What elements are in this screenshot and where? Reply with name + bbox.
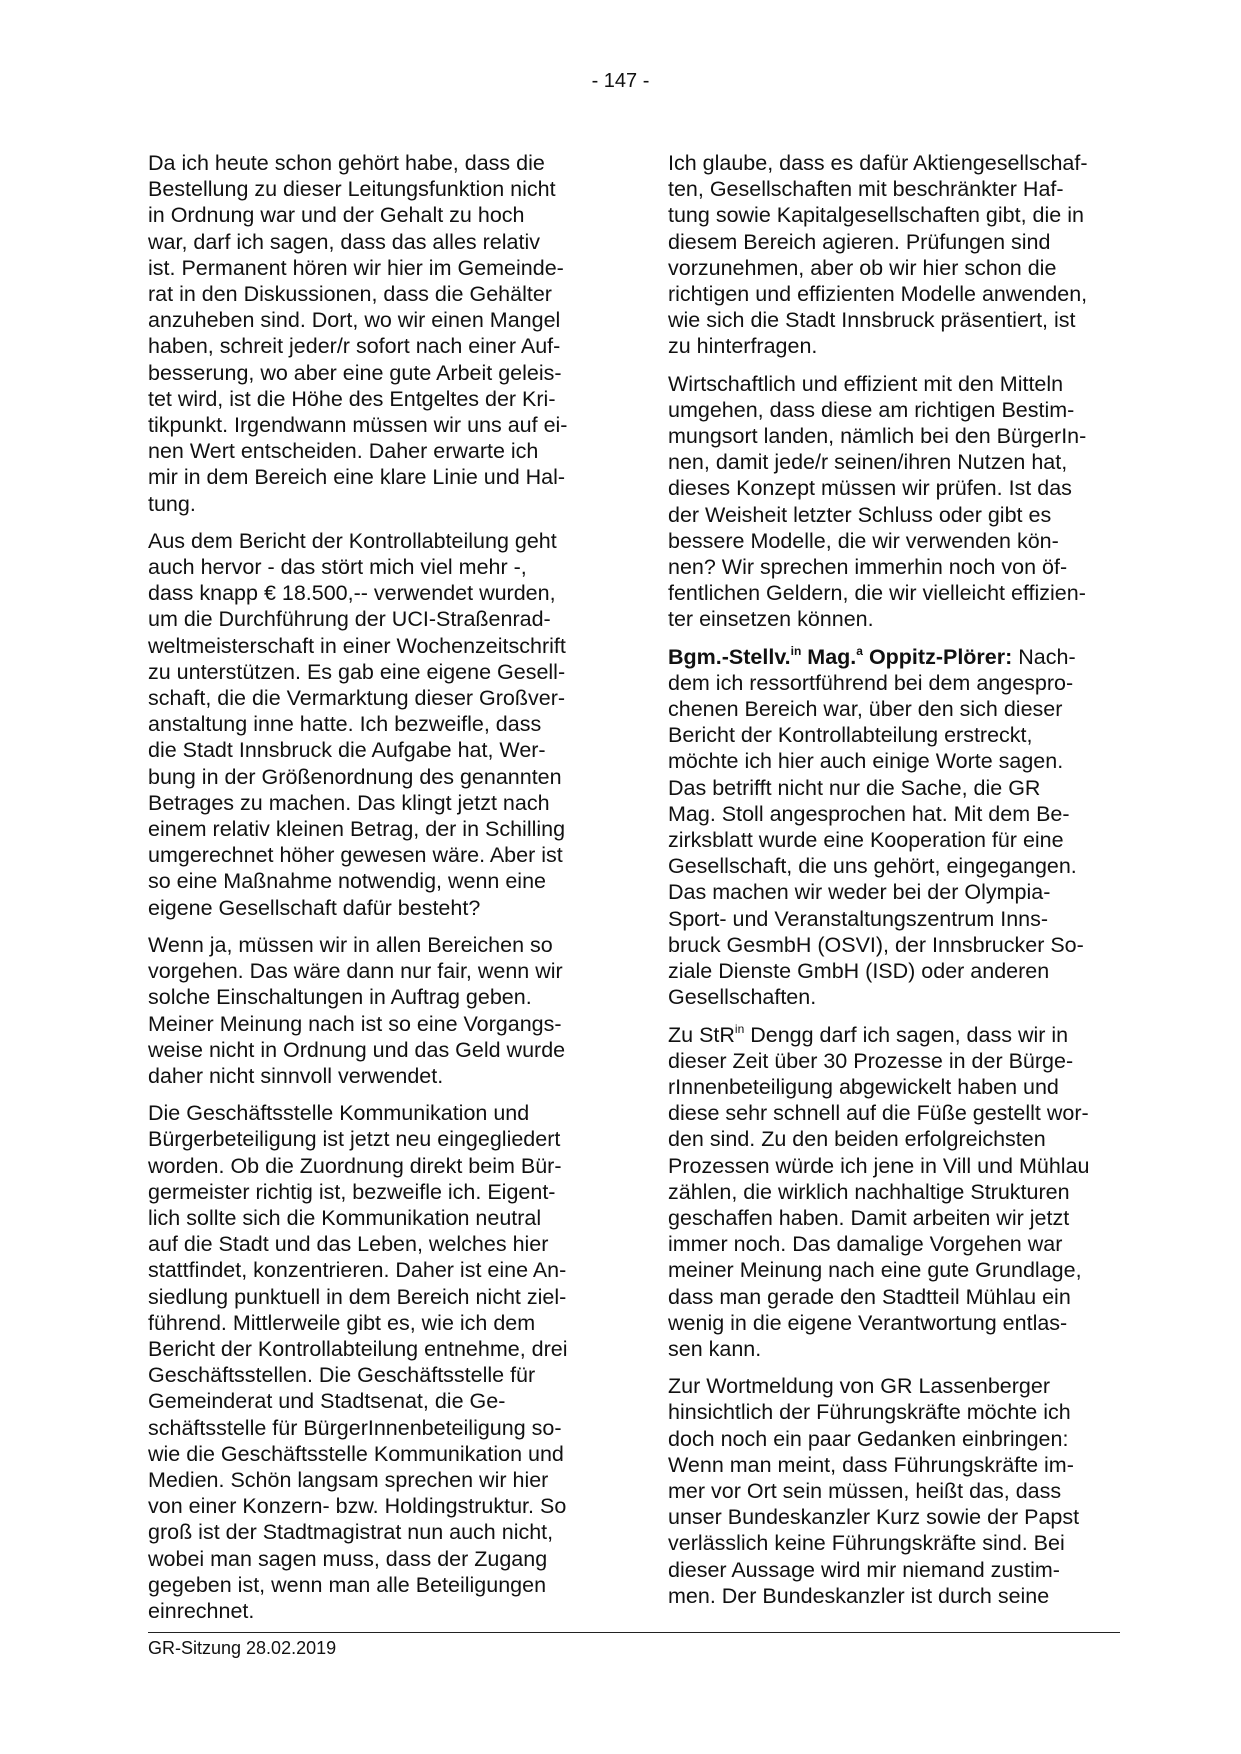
- footer-divider: [148, 1632, 1120, 1633]
- paragraph-line: rInnenbeteiligung abgewickelt haben und: [668, 1074, 1059, 1099]
- paragraph-line: den sind. Zu den beiden erfolgreichsten: [668, 1127, 1046, 1152]
- paragraph-line: ziale Dienste GmbH (ISD) oder anderen: [668, 959, 1050, 984]
- paragraph-line: Das machen wir weder bei der Olympia-: [668, 880, 1051, 905]
- paragraph-line: Mag. Stoll angesprochen hat. Mit dem Be-: [668, 801, 1070, 826]
- paragraph-line: Zur Wortmeldung von GR Lassenberger: [668, 1374, 1051, 1399]
- paragraph-line: worden. Ob die Zuordnung direkt beim Bür-: [148, 1153, 562, 1178]
- paragraph-line: Bgm.-Stellv.$^{in}$ Mag.$^a$ Oppitz-Plörer: Nach-: [668, 643, 1076, 669]
- paragraph-line: führend. Mittlerweile gibt es, wie ich dem: [148, 1310, 536, 1335]
- paragraph-line: wenig in die eigene Verantwortung entlas-: [668, 1310, 1068, 1335]
- paragraph-line: Wirtschaftlich und effizient mit den Mitteln: [668, 371, 1064, 396]
- paragraph-line: wobei man sagen muss, dass der Zugang: [148, 1546, 548, 1571]
- paragraph-line: umgerechnet höher gewesen wäre. Aber ist: [148, 843, 563, 868]
- paragraph-left-1: [148, 150, 594, 517]
- paragraph-left-3: [148, 932, 594, 1089]
- paragraph-line: besserung, wo aber eine gute Arbeit geleis-: [148, 360, 562, 385]
- paragraph-line: tung.: [148, 491, 196, 516]
- paragraph-line: Das betrifft nicht nur die Sache, die GR: [668, 775, 1041, 800]
- paragraph-right-5: [668, 1373, 1114, 1609]
- footer-session-date: GR-Sitzung 28.02.2019: [148, 1638, 337, 1658]
- paragraph-line: haben, schreit jeder/r sofort nach einer Auf-: [148, 334, 561, 359]
- paragraph-line: so eine Maßnahme notwendig, wenn eine: [148, 869, 547, 894]
- paragraph-line: vorgehen. Das wäre dann nur fair, wenn wir: [148, 959, 563, 984]
- paragraph-line: groß ist der Stadtmagistrat nun auch nicht,: [148, 1520, 554, 1545]
- paragraph-line: Wenn ja, müssen wir in allen Bereichen so: [148, 932, 553, 957]
- paragraph-line: tikpunkt. Irgendwann müssen wir uns auf ei-: [148, 413, 568, 438]
- left-column: [148, 150, 594, 1635]
- paragraph-line: Medien. Schön langsam sprechen wir hier: [148, 1467, 549, 1492]
- paragraph-line: rat in den Diskussionen, dass die Gehälter: [148, 282, 552, 307]
- paragraph-left-4: [148, 1100, 594, 1624]
- paragraph-line: ten, Gesellschaften mit beschränkter Haf-: [668, 177, 1064, 202]
- paragraph-line: zirksblatt wurde eine Kooperation für eine: [668, 828, 1064, 853]
- paragraph-line: men. Der Bundeskanzler ist durch seine: [668, 1583, 1050, 1608]
- speaker-name: Bgm.-Stellv.$^{in}$ Mag.$^a$ Oppitz-Plörer:: [668, 643, 1013, 669]
- paragraph-line: Aus dem Bericht der Kontrollabteilung geht: [148, 528, 557, 553]
- paragraph-line: dieser Aussage wird mir niemand zustim-: [668, 1557, 1060, 1582]
- page-number: - 147 -: [591, 70, 650, 92]
- paragraph-line: ist. Permanent hören wir hier im Gemeinde-: [148, 255, 564, 280]
- paragraph-line: germeister richtig ist, bezweifle ich. Eigent-: [148, 1179, 556, 1204]
- paragraph-line: nen, damit jede/r seinen/ihren Nutzen hat,: [668, 450, 1068, 475]
- paragraph-line: anzuheben sind. Dort, wo wir einen Mangel: [148, 308, 561, 333]
- paragraph-line: Meiner Meinung nach ist so eine Vorgangs-: [148, 1011, 562, 1036]
- paragraph-line: Bürgerbeteiligung ist jetzt neu eingegliedert: [148, 1127, 561, 1152]
- paragraph-line: auf die Stadt und das Leben, welches hier: [148, 1232, 549, 1257]
- paragraph-line: verlässlich keine Führungskräfte sind. Bei: [668, 1531, 1065, 1556]
- paragraph-line: siedlung punktuell in dem Bereich nicht ziel-: [148, 1284, 567, 1309]
- paragraph-line: schaft, die die Vermarktung dieser Großver-: [148, 686, 566, 711]
- paragraph-line: mer vor Ort sein müssen, heißt das, dass: [668, 1478, 1062, 1503]
- paragraph-line: hinsichtlich der Führungskräfte möchte ich: [668, 1400, 1071, 1425]
- paragraph-line: Die Geschäftsstelle Kommunikation und: [148, 1101, 530, 1126]
- paragraph-line: diesem Bereich agieren. Prüfungen sind: [668, 229, 1051, 254]
- paragraph-line: einrechnet.: [148, 1598, 255, 1623]
- paragraph-line: lich sollte sich die Kommunikation neutral: [148, 1205, 542, 1230]
- paragraph-line: Gesellschaften.: [668, 985, 817, 1010]
- paragraph-line: weise nicht in Ordnung und das Geld wurde: [148, 1037, 566, 1062]
- paragraph-line: dieser Zeit über 30 Prozesse in der Bürge-: [668, 1048, 1074, 1073]
- paragraph-line: chenen Bereich war, über den sich dieser: [668, 697, 1063, 722]
- paragraph-line: Bericht der Kontrollabteilung entnehme, drei: [148, 1336, 568, 1361]
- paragraph-line: bruck GesmbH (OSVI), der Innsbrucker So-: [668, 932, 1084, 957]
- paragraph-line: dem ich ressortführend bei dem angespro-: [668, 670, 1074, 695]
- paragraph-line: dass knapp € 18.500,-- verwendet wurden,: [148, 581, 556, 606]
- paragraph-line: Prozessen würde ich jene in Vill und Mühlau: [668, 1153, 1090, 1178]
- paragraph-line: zählen, die wirklich nachhaltige Strukturen: [668, 1179, 1070, 1204]
- paragraph-line: umgehen, dass diese am richtigen Bestim-: [668, 397, 1075, 422]
- paragraph-right-1: [668, 150, 1114, 360]
- paragraph-left-2: [148, 528, 594, 921]
- paragraph-line: wie die Geschäftsstelle Kommunikation und: [148, 1441, 564, 1466]
- paragraph-line: auch hervor - das stört mich viel mehr -,: [148, 555, 527, 580]
- paragraph-line: wie sich die Stadt Innsbruck präsentiert, ist: [668, 308, 1076, 333]
- paragraph-line: Bestellung zu dieser Leitungsfunktion nicht: [148, 177, 556, 202]
- paragraph-line: dass man gerade den Stadtteil Mühlau ein: [668, 1284, 1071, 1309]
- right-column: [668, 150, 1114, 1620]
- paragraph-right-3: [668, 644, 1114, 1011]
- paragraph-line: Ich glaube, dass es dafür Aktiengesellschaf-: [668, 151, 1088, 175]
- paragraph-line: Zu StR$^{in}$ Dengg darf ich sagen, dass wir in: [668, 1021, 1069, 1047]
- paragraph-line: mir in dem Bereich eine klare Linie und Hal-: [148, 465, 566, 490]
- paragraph-line: nen Wert entscheiden. Daher erwarte ich: [148, 439, 539, 464]
- paragraph-line: möchte ich hier auch einige Worte sagen.: [668, 749, 1064, 774]
- paragraph-line: Sport- und Veranstaltungszentrum Inns-: [668, 906, 1049, 931]
- paragraph-line: Geschäftsstellen. Die Geschäftsstelle für: [148, 1363, 536, 1388]
- paragraph-line: vorzunehmen, aber ob wir hier schon die: [668, 255, 1057, 280]
- paragraph-line: bung in der Größenordnung des genannten: [148, 764, 562, 789]
- paragraph-right-4: [668, 1022, 1114, 1363]
- paragraph-line: eigene Gesellschaft dafür besteht?: [148, 895, 481, 920]
- paragraph-line: immer noch. Das damalige Vorgehen war: [668, 1232, 1063, 1257]
- paragraph-line: nen? Wir sprechen immerhin noch von öf-: [668, 555, 1068, 580]
- paragraph-line: fentlichen Geldern, die wir vielleicht effizien-: [668, 581, 1086, 606]
- paragraph-line: war, darf ich sagen, dass das alles relativ: [148, 229, 540, 254]
- paragraph-line: daher nicht sinnvoll verwendet.: [148, 1063, 444, 1088]
- paragraph-line: Bericht der Kontrollabteilung erstreckt,: [668, 723, 1033, 748]
- paragraph-line: von einer Konzern- bzw. Holdingstruktur. So: [148, 1494, 567, 1519]
- paragraph-line: zu hinterfragen.: [668, 334, 818, 359]
- paragraph-line: doch noch ein paar Gedanken einbringen:: [668, 1426, 1069, 1451]
- paragraph-line: schäftsstelle für BürgerInnenbeteiligung so-: [148, 1415, 562, 1440]
- paragraph-line: zu unterstützen. Es gab eine eigene Gesell-: [148, 659, 566, 684]
- paragraph-line: ter einsetzen können.: [668, 607, 874, 632]
- paragraph-line: um die Durchführung der UCI-Straßenrad-: [148, 607, 551, 632]
- paragraph-line: dieses Konzept müssen wir prüfen. Ist das: [668, 476, 1072, 501]
- paragraph-line: die Stadt Innsbruck die Aufgabe hat, Wer-: [148, 738, 546, 763]
- paragraph-line: stattfindet, konzentrieren. Daher ist eine An-: [148, 1258, 567, 1283]
- paragraph-line: meiner Meinung nach eine gute Grundlage,: [668, 1258, 1082, 1283]
- paragraph-line: unser Bundeskanzler Kurz sowie der Papst: [668, 1505, 1080, 1530]
- paragraph-line: sen kann.: [668, 1336, 762, 1361]
- paragraph-line: richtigen und effizienten Modelle anwenden,: [668, 282, 1088, 307]
- paragraph-line: anstaltung inne hatte. Ich bezweifle, dass: [148, 712, 542, 737]
- paragraph-line: solche Einschaltungen in Auftrag geben.: [148, 985, 532, 1010]
- paragraph-line: Gesellschaft, die uns gehört, eingegangen.: [668, 854, 1077, 879]
- paragraph-line: diese sehr schnell auf die Füße gestellt wor-: [668, 1101, 1089, 1126]
- paragraph-line: einem relativ kleinen Betrag, der in Schilling: [148, 817, 566, 842]
- paragraph-right-2: [668, 371, 1114, 633]
- paragraph-line: Betrages zu machen. Das klingt jetzt nach: [148, 790, 550, 815]
- paragraph-line: mungsort landen, nämlich bei den BürgerIn-: [668, 424, 1087, 449]
- paragraph-line: tung sowie Kapitalgesellschaften gibt, die in: [668, 203, 1084, 228]
- paragraph-line: Da ich heute schon gehört habe, dass die: [148, 151, 545, 175]
- paragraph-line: gegeben ist, wenn man alle Beteiligungen: [148, 1572, 547, 1597]
- paragraph-line: der Weisheit letzter Schluss oder gibt es: [668, 502, 1052, 527]
- paragraph-line: bessere Modelle, die wir verwenden kön-: [668, 528, 1059, 553]
- paragraph-line: in Ordnung war und der Gehalt zu hoch: [148, 203, 525, 228]
- paragraph-line: Wenn man meint, dass Führungskräfte im-: [668, 1452, 1074, 1477]
- paragraph-line: Gemeinderat und Stadtsenat, die Ge-: [148, 1389, 506, 1414]
- paragraph-line: weltmeisterschaft in einer Wochenzeitschrift: [148, 633, 566, 658]
- paragraph-line: geschaffen haben. Damit arbeiten wir jetzt: [668, 1205, 1070, 1230]
- paragraph-line: tet wird, ist die Höhe des Entgeltes der Kri-: [148, 386, 556, 411]
